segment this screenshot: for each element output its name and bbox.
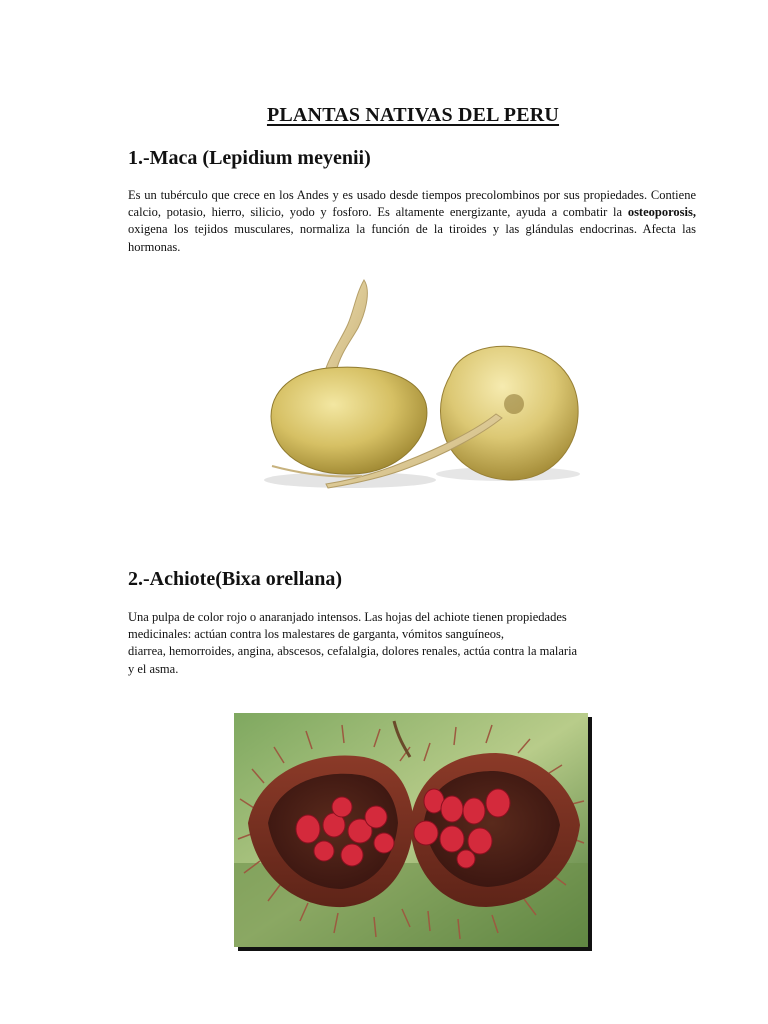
paragraph-achiote-line: medicinales: actúan contra los malestares de garganta, vómitos sanguíneos, [128, 627, 505, 642]
section-heading-maca: 1.-Maca (Lepidium meyenii) [128, 147, 371, 169]
maca-right-body [440, 346, 578, 480]
maca-roots-photo [232, 276, 594, 512]
maca-right-crown [504, 394, 524, 414]
paragraph-achiote-line: y el asma. [128, 661, 179, 676]
section-heading-achiote: 2.-Achiote(Bixa orellana) [128, 568, 343, 590]
page-title: PLANTAS NATIVAS DEL PERU [266, 104, 560, 126]
paragraph-maca-bold: osteoporosis, [627, 205, 696, 220]
maca-left-top-root [324, 280, 367, 374]
paragraph-achiote-line: Una pulpa de color rojo o anaranjado intensos. Las hojas del achiote tienen propiedades [128, 610, 567, 624]
achiote-pod-photo [234, 713, 588, 947]
paragraph-maca-text-1: Es un tubérculo que crece en los Andes y es usado desde tiempos precolombinos por sus propiedades. Contiene calcio, potasio, hierro, silicio, yodo y fosforo. Es altamente energizante, ayuda a combatir la [128, 188, 696, 220]
paragraph-achiote-line: diarrea, hemorroides, angina, abscesos, cefalalgia, dolores renales, actúa contra la malaria [128, 644, 578, 659]
paragraph-maca [128, 187, 696, 256]
paragraph-achiote [128, 609, 696, 678]
maca-left-body [271, 367, 427, 474]
paragraph-maca-text-2: oxigena los tejidos musculares, normaliza la función de la tiroides y las glándulas endocrinas. Afecta las hormonas. [128, 222, 696, 254]
